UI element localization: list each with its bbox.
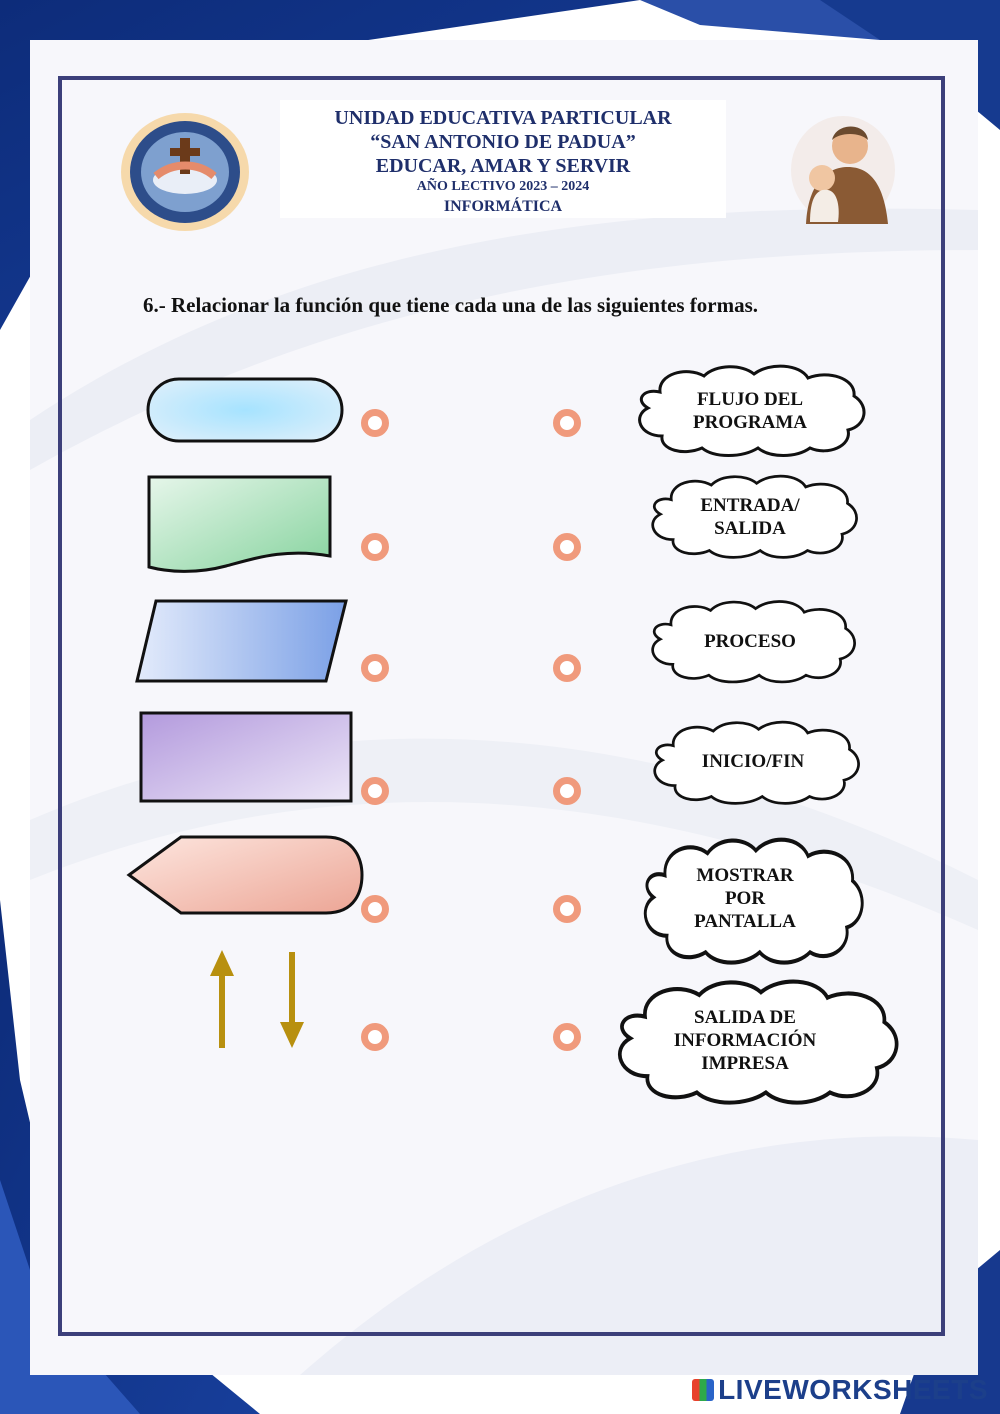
answer-2-line-2: SALIDA: [714, 518, 786, 539]
school-name-line1: UNIDAD EDUCATIVA PARTICULAR: [334, 107, 672, 129]
answer-5-label: [650, 852, 840, 944]
left-connector-6[interactable]: [361, 1023, 389, 1051]
saint-anthony-image: [788, 112, 898, 227]
answer-4-line-1: INICIO/FIN: [701, 750, 805, 772]
answer-6-label: [640, 994, 850, 1086]
left-connector-5[interactable]: [361, 895, 389, 923]
left-connector-4[interactable]: [361, 777, 389, 805]
right-connector-4[interactable]: [553, 777, 581, 805]
display-shape: [126, 834, 366, 916]
answer-1-label: [650, 376, 850, 446]
answer-3-line-1: PROCESO: [704, 630, 796, 652]
right-connector-2[interactable]: [553, 533, 581, 561]
right-connector-5[interactable]: [553, 895, 581, 923]
answer-4-label: [660, 726, 846, 796]
process-rectangle-shape: [138, 710, 354, 804]
answer-2-line-1: ENTRADA/: [700, 495, 800, 516]
terminator-shape: [145, 376, 345, 444]
answer-5-line-1: MOSTRAR: [696, 864, 794, 886]
liveworksheets-logo: [692, 1374, 988, 1406]
answer-3-label: [660, 606, 840, 676]
left-connector-2[interactable]: [361, 533, 389, 561]
school-seal-logo: [118, 110, 253, 235]
school-name-line2: “SAN ANTONIO DE PADUA”: [370, 131, 636, 153]
document-shape: [146, 474, 334, 576]
question-title: 6.- Relacionar la función que tiene cada una de las siguientes formas.: [143, 293, 759, 317]
answer-1-line-1: FLUJO DEL: [696, 389, 804, 410]
answer-2-label: [660, 482, 840, 552]
answer-1-line-2: PROGRAMA: [693, 412, 807, 433]
school-header: [280, 100, 726, 218]
answer-5-line-2: POR: [724, 887, 766, 909]
school-year: AÑO LECTIVO 2023 – 2024: [416, 179, 590, 194]
liveworksheets-icon: [692, 1379, 714, 1401]
answer-6-line-1: SALIDA DE: [694, 1006, 796, 1028]
liveworksheets-text: LIVEWORKSHEETS: [718, 1374, 988, 1405]
right-connector-6[interactable]: [553, 1023, 581, 1051]
data-parallelogram-shape: [134, 598, 350, 684]
right-connector-1[interactable]: [553, 409, 581, 437]
flow-arrows: [205, 950, 310, 1050]
left-connector-1[interactable]: [361, 409, 389, 437]
right-connector-3[interactable]: [553, 654, 581, 682]
subject-title: INFORMÁTICA: [443, 198, 563, 215]
answer-6-line-2: INFORMACIÓN: [673, 1029, 817, 1051]
school-motto: EDUCAR, AMAR Y SERVIR: [375, 155, 631, 177]
answer-5-line-3: PANTALLA: [694, 910, 796, 932]
left-connector-3[interactable]: [361, 654, 389, 682]
answer-6-line-3: IMPRESA: [701, 1052, 789, 1074]
